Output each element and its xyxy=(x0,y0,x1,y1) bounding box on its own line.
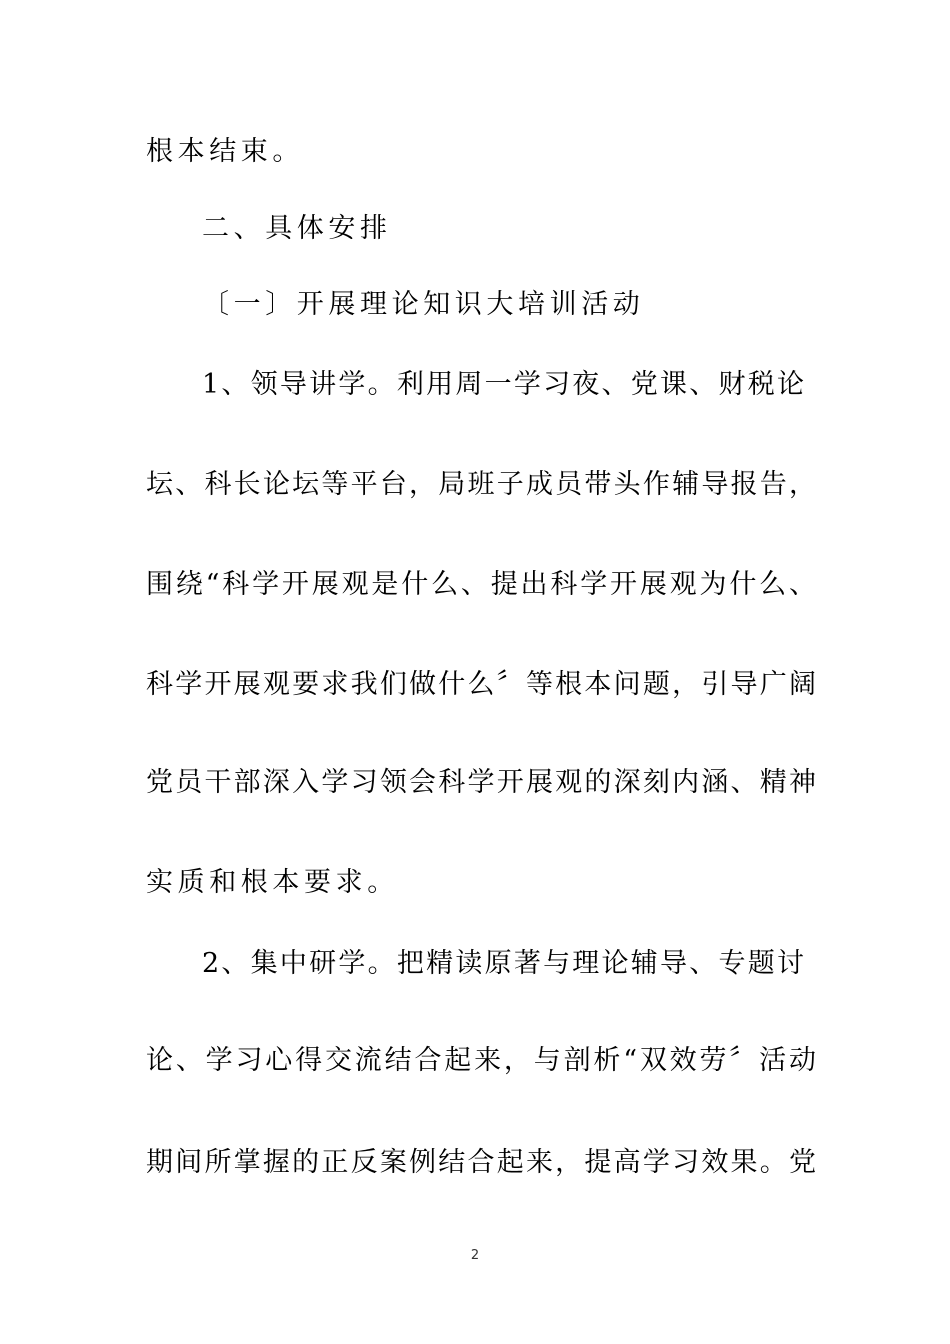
section-heading: 二、具体安排 xyxy=(202,213,392,244)
text-line-12: 期间所掌握的正反案例结合起来，提高学习效果。党 xyxy=(146,1147,816,1178)
text-line-6: 围绕“科学开展观是什么、提出科学开展观为什么、 xyxy=(146,569,816,600)
text-line-7: 科学开展观要求我们做什么〞等根本问题，引导广阔 xyxy=(146,669,816,700)
text-line-10: 2、集中研学。把精读原著与理论辅导、专题讨 xyxy=(202,948,804,979)
subsection-heading: 〔一〕开展理论知识大培训活动 xyxy=(202,289,645,320)
text-line-5: 坛、科长论坛等平台，局班子成员带头作辅导报告， xyxy=(146,469,816,500)
text-line-1: 根本结束。 xyxy=(146,136,304,167)
text-line-9: 实质和根本要求。 xyxy=(146,867,399,898)
text-line-4: 1、领导讲学。利用周一学习夜、党课、财税论 xyxy=(202,369,804,400)
text-line-8: 党员干部深入学习领会科学开展观的深刻内涵、精神 xyxy=(146,767,816,798)
page-number: 2 xyxy=(470,1248,480,1263)
text-line-11: 论、学习心得交流结合起来，与剖析“双效劳〞活动 xyxy=(146,1045,816,1076)
